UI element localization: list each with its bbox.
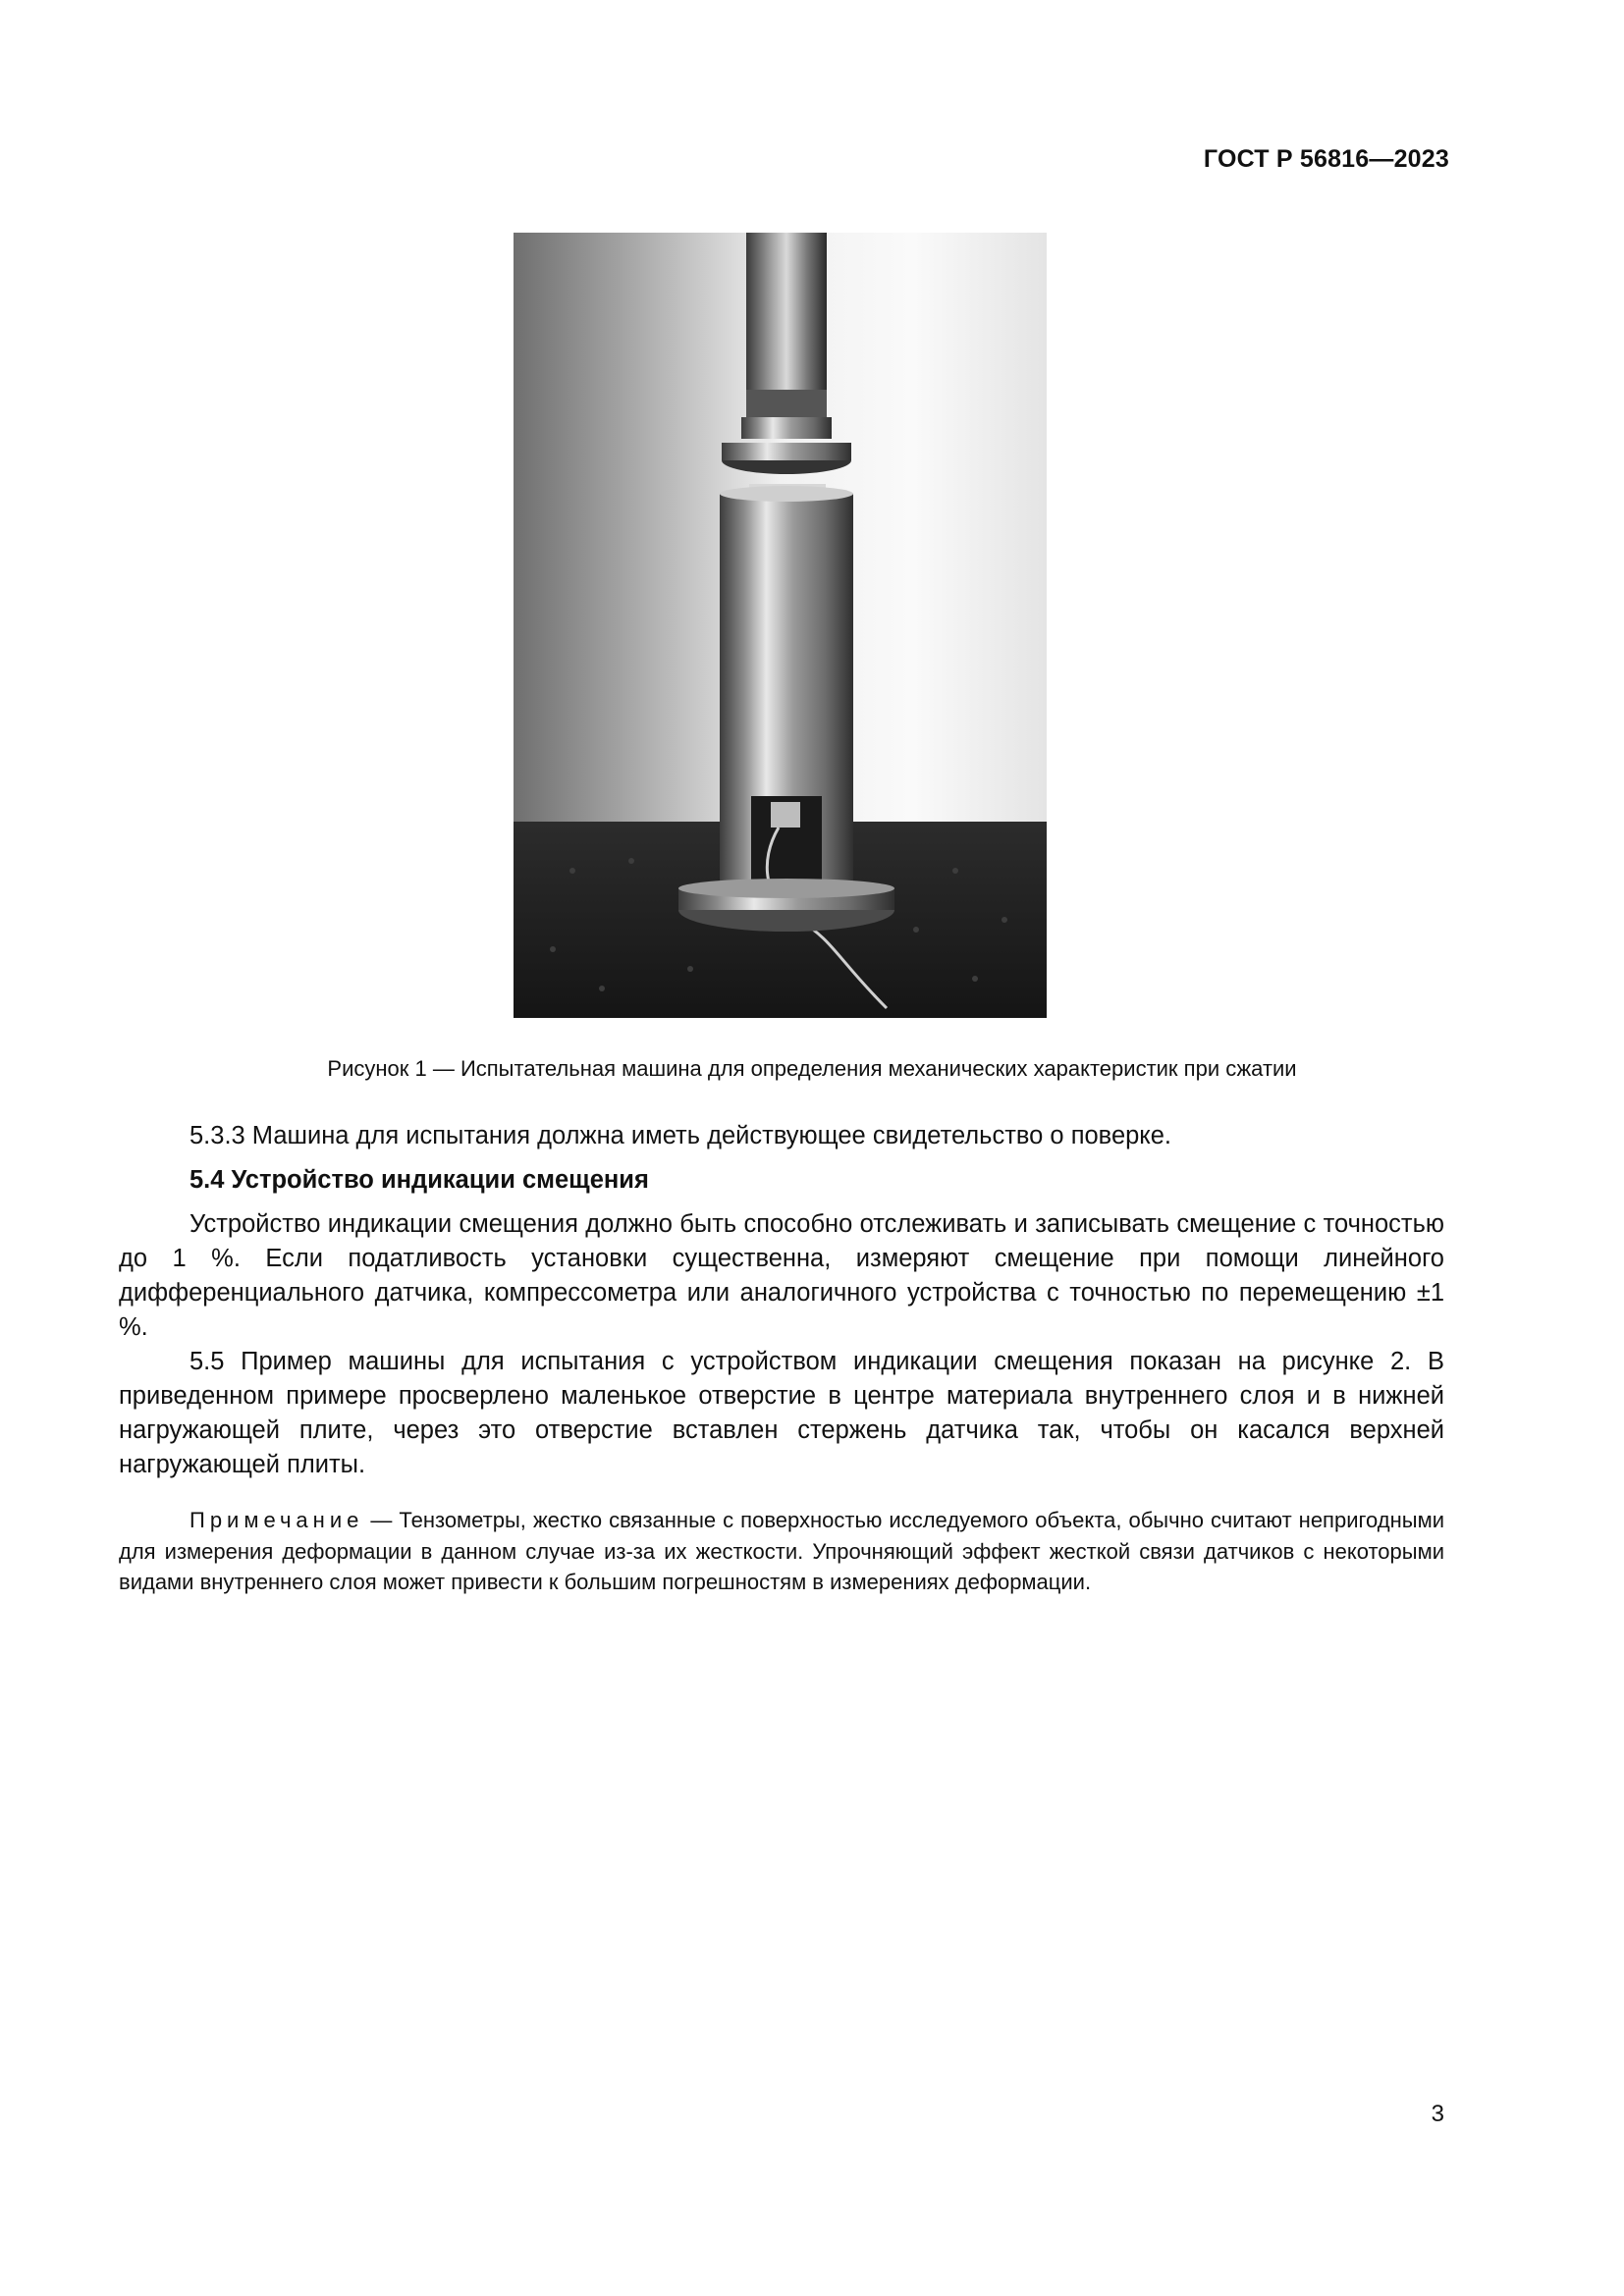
support-cylinder: [720, 494, 853, 778]
body-text: [119, 1119, 1444, 1482]
testing-machine-photo: [514, 233, 1047, 1018]
note-block: [119, 1505, 1444, 1598]
document-standard-id: ГОСТ Р 56816—2023: [1203, 145, 1449, 173]
note-label: Примечание: [189, 1508, 364, 1532]
heading-5-4: 5.4 Устройство индикации смещения: [189, 1166, 649, 1194]
paragraph-5-3-3: 5.3.3 Машина для испытания должна иметь действующее свидетельство о поверке.: [189, 1122, 1172, 1149]
paragraph-5-5: 5.5 Пример машины для испытания с устройством индикации смещения показан на рисунке 2. В приведенном примере просверлено маленькое отверстие в центре материала внутреннего слоя и в нижней нагружающей плите, через это отверстие вставлен стержень датчика так, чтобы он касался верхней нагружающей плиты.: [119, 1348, 1444, 1478]
note-text: — Тензометры, жестко связанные с поверхностью исследуемого объекта, обычно считают непригодными для измерения деформации в данном случае из-за их жесткости. Упрочняющий эффект жесткой связи датчиков с некоторыми видами внутреннего слоя может привести к большим погрешностям в измерениях деформации.: [119, 1508, 1444, 1594]
upper-clamp: [741, 417, 832, 439]
figure-1-photo: [514, 233, 1047, 1018]
paragraph-5-4: Устройство индикации смещения должно быть способно отслеживать и записывать смещение с точностью до 1 %. Если податливость установки существенна, измеряют смещение при помощи линейного дифференциального датчика, компрессометра или аналогичного устройства с точностью по перемещению ±1 %.: [119, 1210, 1444, 1341]
page-number: 3: [1431, 2101, 1444, 2127]
figure-caption: Рисунок 1 — Испытательная машина для определения механических характеристик при сжатии: [327, 1056, 1297, 1081]
